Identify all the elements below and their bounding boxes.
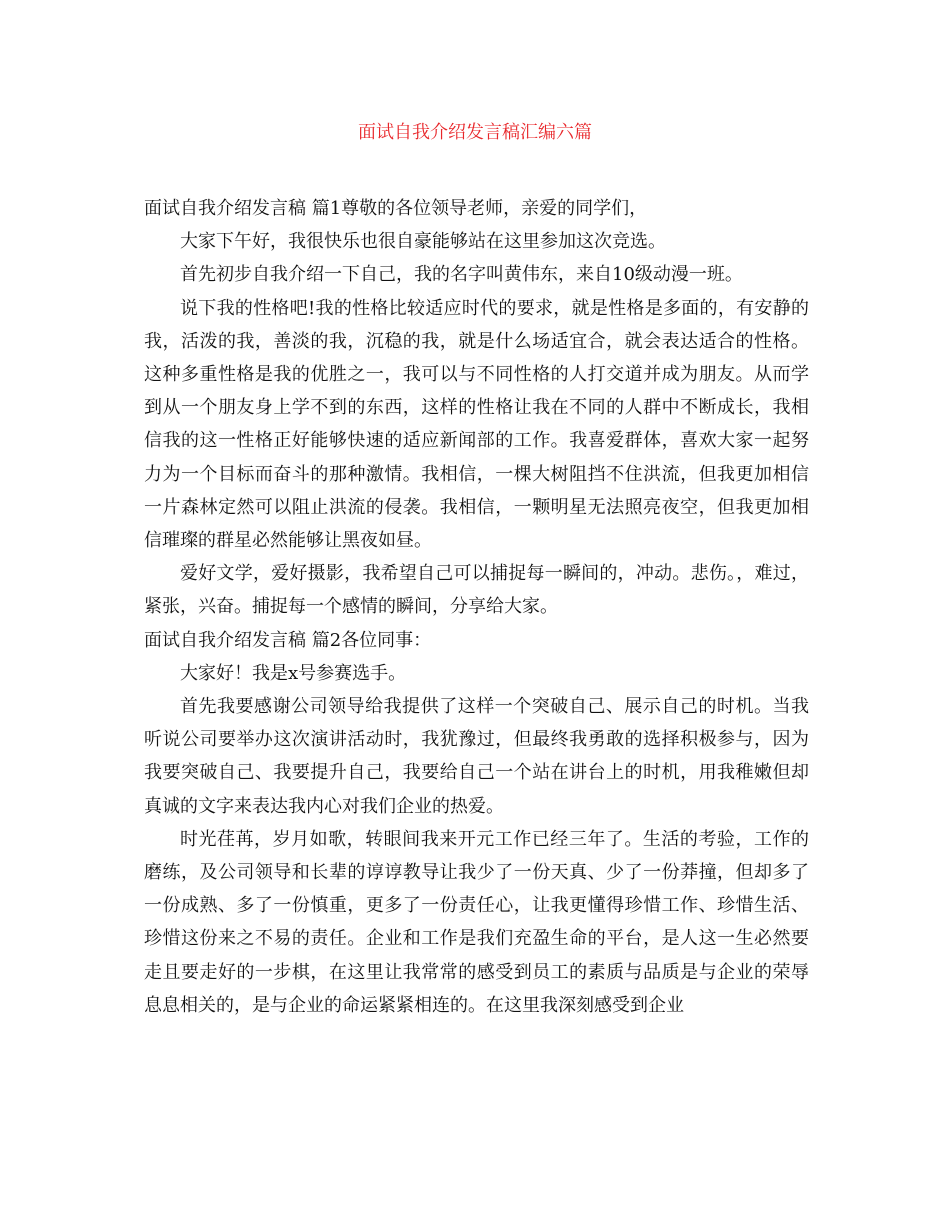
paragraph: 首先初步自我介绍一下自己，我的名字叫黄伟东，来自10级动漫一班。 — [180, 264, 743, 286]
paragraph: 说下我的性格吧!我的性格比较适应时代的要求，就是性格是多面的，有安静的我，活泼的我，善淡的我，沉稳的我，就是什么场适宜合，就会表达适合的性格。这种多重性格是我的优胜之一，我可以与不同性格的人打交道并成为朋友。从而学到从一个朋友身上学不到的东西，这样的性格让我在不同的人群中不断成长，我相信我的这一性格正好能够快速的适应新闻部的工作。我喜爱群体，喜欢大家一起努力为一个目标而奋斗的那种激情。我相信，一棵大树阻挡不住洪流，但我更加相信一片森林定然可以阻止洪流的侵袭。我相信，一颗明星无法照亮夜空，但我更加相信璀璨的群星必然能够让黑夜如昼。 — [144, 297, 809, 552]
paragraph: 面试自我介绍发言稿 篇1尊敬的各位领导老师，亲爱的同学们， — [144, 198, 648, 219]
document-title: 面试自我介绍发言稿汇编六篇 — [358, 122, 592, 143]
paragraph: 首先我要感谢公司领导给我提供了这样一个突破自己、展示自己的时机。当我听说公司要举办这次演讲活动时，我犹豫过，但最终我勇敢的选择积极参与，因为我要突破自己、我要提升自己，我要给自己一个站在讲台上的时机，用我稚嫩但却真诚的文字来表达我内心对我们企业的热爱。 — [144, 696, 809, 817]
paragraph: 时光荏苒，岁月如歌，转眼间我来开元工作已经三年了。生活的考验，工作的磨练，及公司领导和长辈的谆谆教导让我少了一份天真、少了一份莽撞，但却多了一份成熟、多了一份慎重，更多了一份责任心，让我更懂得珍惜工作、珍惜生活、珍惜这份来之不易的责任。企业和工作是我们充盈生命的平台，是人这一生必然要走且要走好的一步棋，在这里让我常常的感受到员工的素质与品质是与企业的荣辱息息相关的，是与企业的命运紧紧相连的。在这里我深刻感受到企业 — [144, 828, 809, 1016]
paragraph: 面试自我介绍发言稿 篇2各位同事： — [144, 629, 432, 651]
paragraph: 爱好文学，爱好摄影，我希望自己可以捕捉每一瞬间的，冲动。悲伤。，难过，紧张，兴奋。捕捉每一个感情的瞬间，分享给大家。 — [144, 563, 809, 618]
paragraph: 大家下午好，我很快乐也很自豪能够站在这里参加这次竞选。 — [180, 231, 666, 253]
paragraph: 大家好！我是x号参赛选手。 — [180, 662, 407, 684]
document-body — [144, 192, 809, 1022]
